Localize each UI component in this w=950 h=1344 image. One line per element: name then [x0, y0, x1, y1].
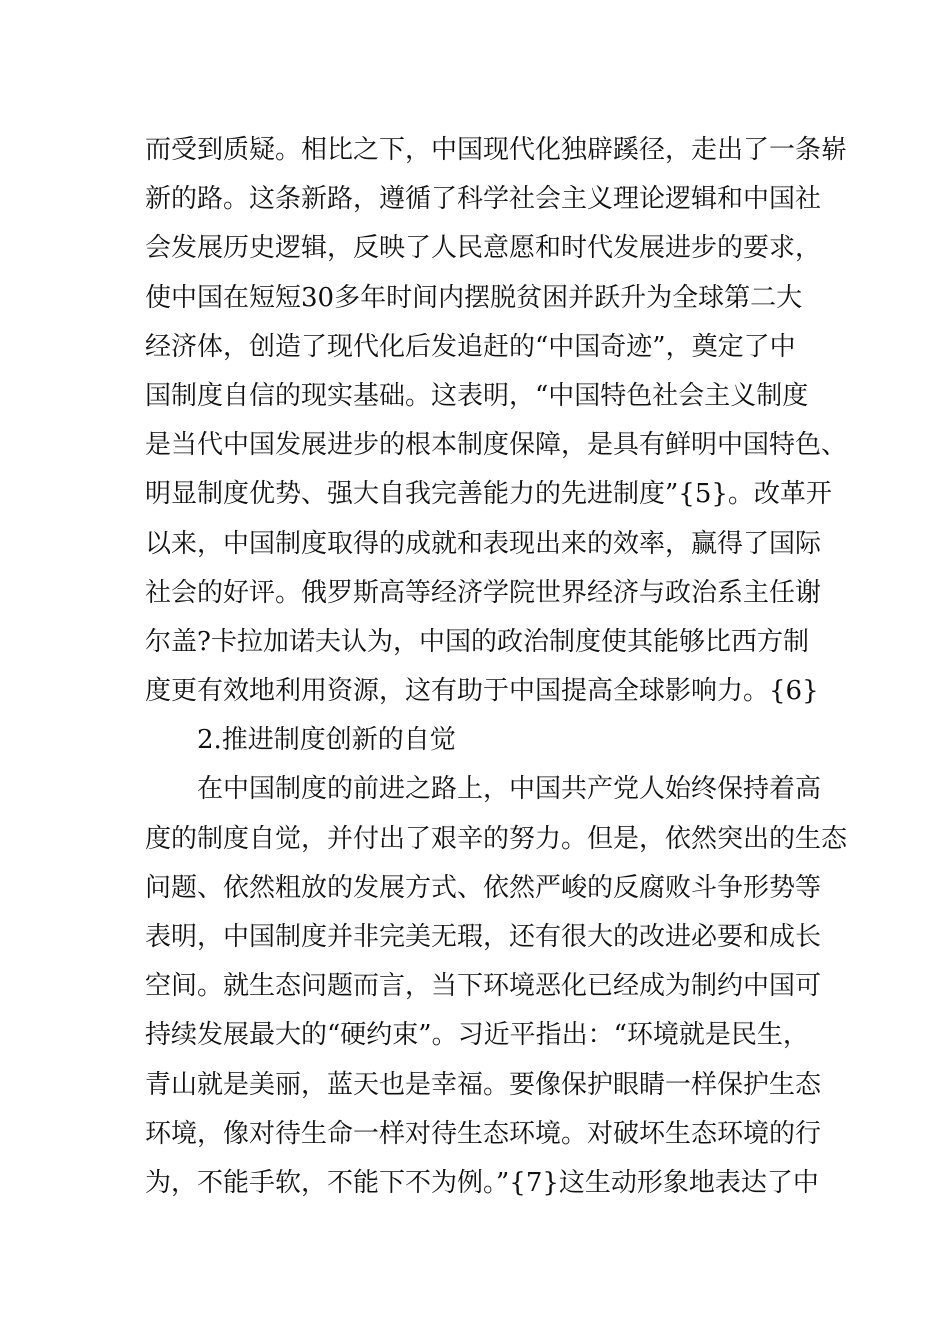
- text-line: 使中国在短短30多年时间内摆脱贫困并跃升为全球第二大: [145, 282, 803, 313]
- text-line: 问题、依然粗放的发展方式、依然严峻的反腐败斗争形势等: [145, 872, 822, 903]
- text-line: 而受到质疑。相比之下，中国现代化独辟蹊径，走出了一条崭: [145, 135, 848, 165]
- text-line: 青山就是美丽，蓝天也是幸福。要像保护眼睛一样保护生态: [145, 1069, 822, 1100]
- text-line: 会发展历史逻辑，反映了人民意愿和时代发展进步的要求，: [145, 233, 822, 264]
- text-line: 空间。就生态问题而言，当下环境恶化已经成为制约中国可: [145, 971, 822, 1002]
- text-line: 表明，中国制度并非完美无瑕，还有很大的改进必要和成长: [145, 922, 822, 952]
- text-line: 环境，像对待生命一样对待生态环境。对破坏生态环境的行: [145, 1118, 822, 1149]
- paragraph-first-line: 在中国制度的前进之路上，中国共产党人始终保持着高: [197, 774, 822, 805]
- text-line: 以来，中国制度取得的成就和表现出来的效率，赢得了国际: [145, 528, 822, 559]
- section-subheading: 2.推进制度创新的自觉: [197, 725, 456, 756]
- text-line: 度更有效地利用资源，这有助于中国提高全球影响力。{6}: [145, 676, 819, 707]
- text-line: 持续发展最大的“硬约束”。习近平指出：“环境就是民生，: [145, 1020, 809, 1051]
- text-line: 社会的好评。俄罗斯高等经济学院世界经济与政治系主任谢: [145, 577, 822, 608]
- text-line: 尔盖?卡拉加诺夫认为，中国的政治制度使其能够比西方制: [145, 626, 809, 657]
- text-line: 明显制度优势、强大自我完善能力的先进制度”{5}。改革开: [145, 479, 832, 510]
- text-line: 国制度自信的现实基础。这表明，“中国特色社会主义制度: [145, 380, 809, 411]
- document-body: [145, 126, 848, 1208]
- text-line: 经济体，创造了现代化后发追赶的“中国奇迹”，奠定了中: [145, 331, 796, 362]
- text-line: 新的路。这条新路，遵循了科学社会主义理论逻辑和中国社: [145, 184, 822, 215]
- text-line: 度的制度自觉，并付出了艰辛的努力。但是，依然突出的生态: [145, 823, 848, 854]
- text-line: 为，不能手软，不能下不为例。”{7}这生动形象地表达了中: [145, 1167, 819, 1198]
- text-line: 是当代中国发展进步的根本制度保障，是具有鲜明中国特色、: [145, 430, 848, 461]
